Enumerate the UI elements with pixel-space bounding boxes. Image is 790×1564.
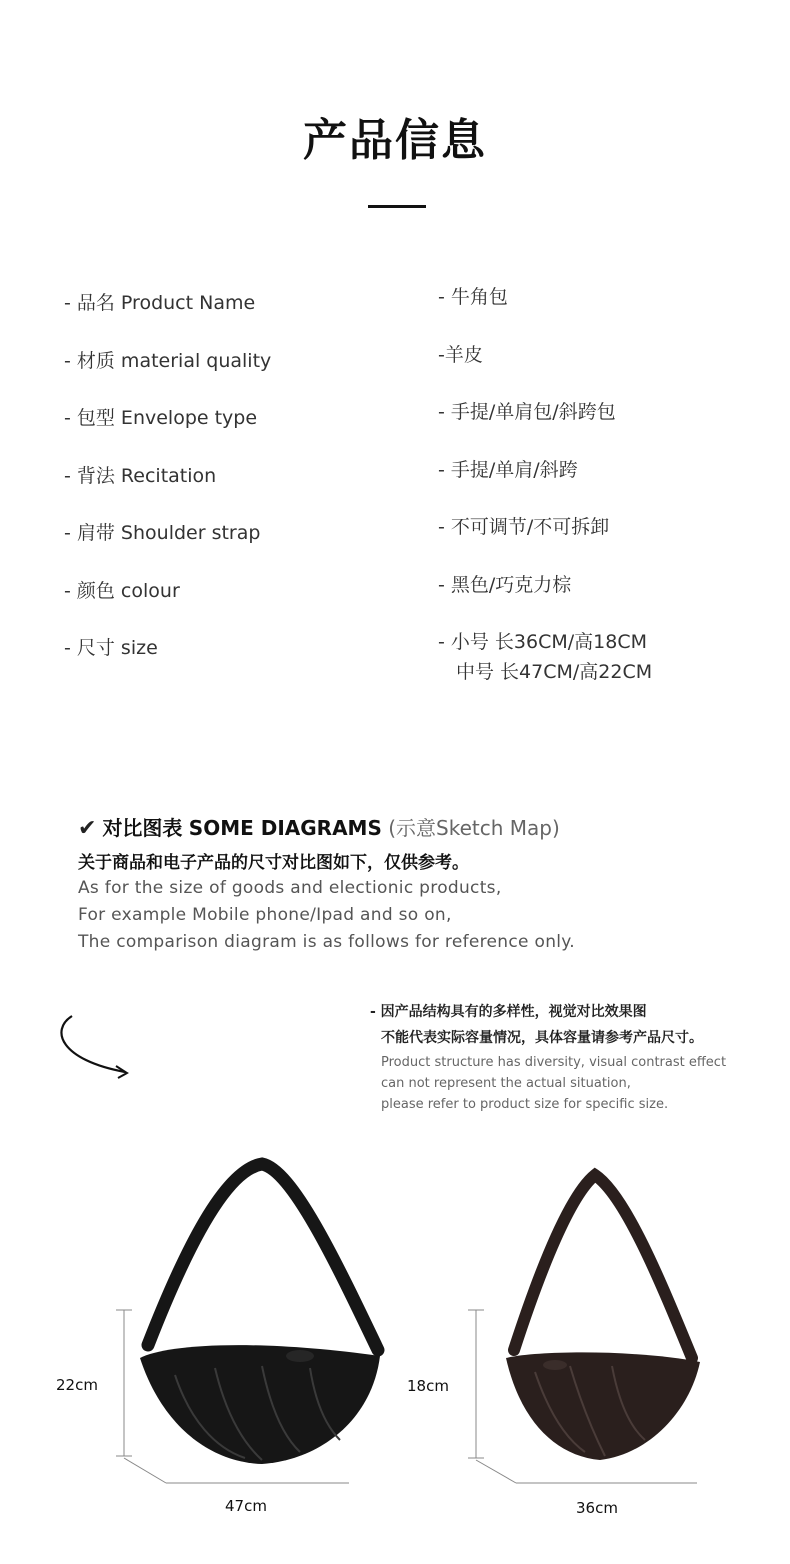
diagram-en-line-1: As for the size of goods and electionic products, [78,878,502,898]
bag-small-body [506,1352,700,1460]
diagram-en-line-2: For example Mobile phone/Ipad and so on, [78,905,452,925]
spec-key: - 包型 Envelope type [64,407,258,429]
bag-small-strap [514,1175,692,1358]
page-title: 产品信息 [303,115,487,166]
diagram-cn-line: 关于商品和电子产品的尺寸对比图如下，仅供参考。 [78,853,469,873]
note-en-line-3: please refer to product size for specific size. [381,1097,669,1112]
spec-value: - 不可调节/不可拆卸 [438,516,610,538]
spec-key: - 肩带 Shoulder strap [64,522,261,544]
diagram-heading-note: (示意Sketch Map) [388,816,560,840]
bag-large-body [140,1345,380,1464]
spec-key: - 品名 Product Name [64,292,256,314]
bag-large-height-label: 22cm [56,1376,98,1394]
diagram-heading-cn: 对比图表 [102,816,183,840]
note-en-line-2: can not represent the actual situation, [381,1076,631,1091]
spec-key: - 材质 material quality [64,350,272,372]
note-cn-line-1: - 因产品结构具有的多样性，视觉对比效果图 [370,1004,647,1020]
spec-key: - 颜色 colour [64,580,180,602]
spec-key: - 尺寸 size [64,637,158,659]
curved-arrow-icon [61,1016,125,1072]
spec-key: - 背法 Recitation [64,465,217,487]
bag-large [140,1164,380,1464]
note-en-line-1: Product structure has diversity, visual contrast effect [381,1055,727,1070]
spec-value-medium: 中号 长47CM/高22CM [456,661,653,683]
bag-small [506,1175,700,1460]
note-cn-line-2: 不能代表实际容量情况，具体容量请参考产品尺寸。 [381,1030,703,1046]
bag-large-strap [148,1164,378,1350]
check-icon: ✔ [78,816,97,841]
diagram-heading-en: SOME DIAGRAMS [188,816,382,840]
spec-value: - 手提/单肩/斜跨 [438,459,578,481]
spec-value: - 手提/单肩包/斜跨包 [438,401,616,423]
diagram-en-line-3: The comparison diagram is as follows for reference only. [78,932,575,952]
bag-small-width-label: 36cm [576,1499,618,1517]
bag-large-width-label: 47cm [225,1497,267,1515]
bag-small-height-label: 18cm [407,1377,449,1395]
spec-value-small: - 小号 长36CM/高18CM [438,631,648,653]
spec-value: - 黑色/巧克力棕 [438,574,572,596]
spec-value: - 牛角包 [438,286,508,308]
spec-value: -羊皮 [438,344,483,366]
